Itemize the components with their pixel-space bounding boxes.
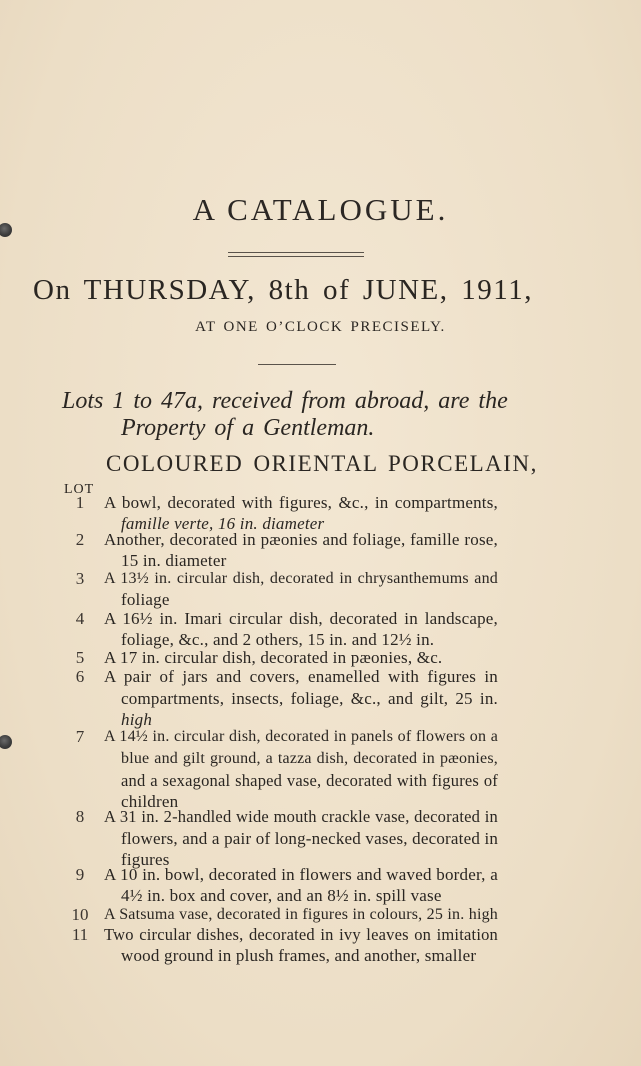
lot-number: 7 — [75, 727, 85, 746]
lot-number: 3 — [75, 569, 85, 588]
lot-description-line: A 16½ in. Imari circular dish, decorated in landscape, — [104, 609, 498, 628]
catalogue-title: A CATALOGUE. — [192, 192, 449, 227]
lots-intro-line-1: Lots 1 to 47a, received from abroad, are the — [62, 388, 508, 414]
lot-description-line: compartments, insects, foliage, &c., and gilt, 25 in. — [121, 689, 498, 708]
sale-date: On THURSDAY, 8th of JUNE, 1911, — [33, 274, 533, 306]
lot-description-line: Another, decorated in pæonies and foliage, famille rose, — [104, 530, 498, 549]
lot-description-line: A 13½ in. circular dish, decorated in chrysanthemums and — [104, 570, 498, 587]
lot-description-line: A 17 in. circular dish, decorated in pæonies, &c. — [104, 648, 443, 667]
lot-number: 5 — [75, 648, 85, 667]
lot-description-line: A Satsuma vase, decorated in figures in colours, 25 in. high — [104, 906, 498, 923]
lot-description-line: figures — [121, 850, 170, 869]
lot-description-line: A 14½ in. circular dish, decorated in panels of flowers on a — [104, 728, 498, 745]
lots-intro-line-2: Property of a Gentleman. — [121, 415, 375, 441]
lot-description-line: A 10 in. bowl, decorated in flowers and waved border, a — [104, 865, 498, 884]
lot-number: 4 — [75, 609, 85, 628]
lot-number: 11 — [71, 925, 89, 944]
lot-number: 6 — [75, 667, 85, 686]
lot-description-line: blue and gilt ground, a tazza dish, decorated in pæonies, — [121, 750, 498, 767]
lot-description-line: foliage, &c., and 2 others, 15 in. and 12½ in. — [121, 630, 435, 649]
lot-number: 1 — [75, 493, 85, 512]
lot-description-line: flowers, and a pair of long-necked vases, decorated in — [121, 829, 499, 848]
lot-number: 9 — [75, 865, 85, 884]
lot-number: 10 — [71, 905, 89, 924]
lot-description-line: and a sexagonal shaped vase, decorated with figures of — [121, 771, 498, 790]
lot-description-line: wood ground in plush frames, and another, smaller — [121, 946, 477, 965]
lot-description-line: children — [121, 792, 179, 811]
lot-description-line: famille verte, 16 in. diameter — [121, 514, 325, 533]
lot-description-line: foliage — [121, 590, 170, 609]
lot-description-line: A pair of jars and covers, enamelled with figures in — [104, 667, 498, 686]
lot-description-line: 4½ in. box and cover, and an 8½ in. spill vase — [121, 886, 442, 905]
lot-description-line: Two circular dishes, decorated in ivy leaves on imitation — [104, 925, 498, 944]
lot-number: 8 — [75, 807, 85, 826]
sale-time: AT ONE O’CLOCK PRECISELY. — [195, 319, 446, 335]
lot-description-line: A 31 in. 2-handled wide mouth crackle vase, decorated in — [104, 807, 498, 826]
lot-number: 2 — [75, 530, 85, 549]
lot-description-line: 15 in. diameter — [121, 551, 227, 570]
lot-description-line: A bowl, decorated with figures, &c., in compartments, — [104, 493, 498, 512]
section-heading: COLOURED ORIENTAL PORCELAIN, — [106, 451, 538, 476]
lot-description-line: high — [121, 710, 153, 729]
lot-column-label: LOT — [64, 482, 95, 497]
